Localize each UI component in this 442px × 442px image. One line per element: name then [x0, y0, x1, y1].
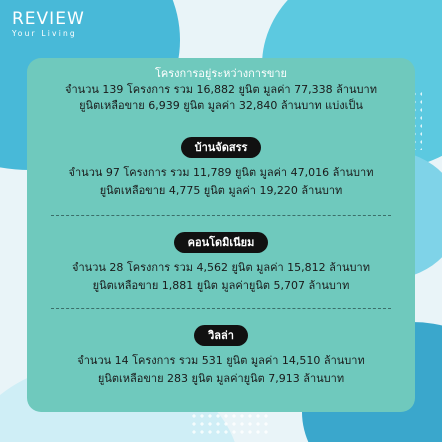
section-villa — [27, 324, 415, 387]
intro-block — [27, 58, 415, 114]
dashed-divider — [51, 308, 391, 309]
intro-line: จำนวน 139 โครงการ รวม 16,882 ยูนิต มูลค่า 77,338 ล้านบาท — [65, 83, 377, 96]
section-title-pill: คอนโดมิเนียม — [174, 232, 269, 253]
section-line: ยูนิตเหลือขาย 283 ยูนิต มูลค่ายูนิต 7,913 ล้านบาท — [97, 372, 345, 385]
summary-card — [27, 58, 415, 412]
intro-line: ยูนิตเหลือขาย 6,939 ยูนิต มูลค่า 32,840 ล้านบาท แบ่งเป็น — [79, 99, 363, 112]
dashed-divider — [51, 215, 391, 216]
section-housing — [27, 136, 415, 199]
section-condominium — [27, 231, 415, 294]
section-line: จำนวน 97 โครงการ รวม 11,789 ยูนิต มูลค่า 47,016 ล้านบาท — [68, 166, 374, 179]
section-line: จำนวน 28 โครงการ รวม 4,562 ยูนิต มูลค่า 15,812 ล้านบาท — [72, 261, 370, 274]
section-line: ยูนิตเหลือขาย 4,775 ยูนิต มูลค่า 19,220 ล้านบาท — [99, 184, 343, 197]
logo-title: REVIEW — [12, 9, 85, 29]
section-title-pill: วิลล่า — [194, 325, 248, 346]
section-line: ยูนิตเหลือขาย 1,881 ยูนิต มูลค่ายูนิต 5,707 ล้านบาท — [92, 279, 350, 292]
section-line: จำนวน 14 โครงการ รวม 531 ยูนิต มูลค่า 14,510 ล้านบาท — [77, 354, 365, 367]
logo-tagline: Your Living — [12, 29, 77, 38]
intro-heading: โครงการอยู่ระหว่างการขาย — [154, 67, 288, 80]
brand-logo — [12, 10, 85, 38]
section-title-pill: บ้านจัดสรร — [181, 137, 262, 158]
